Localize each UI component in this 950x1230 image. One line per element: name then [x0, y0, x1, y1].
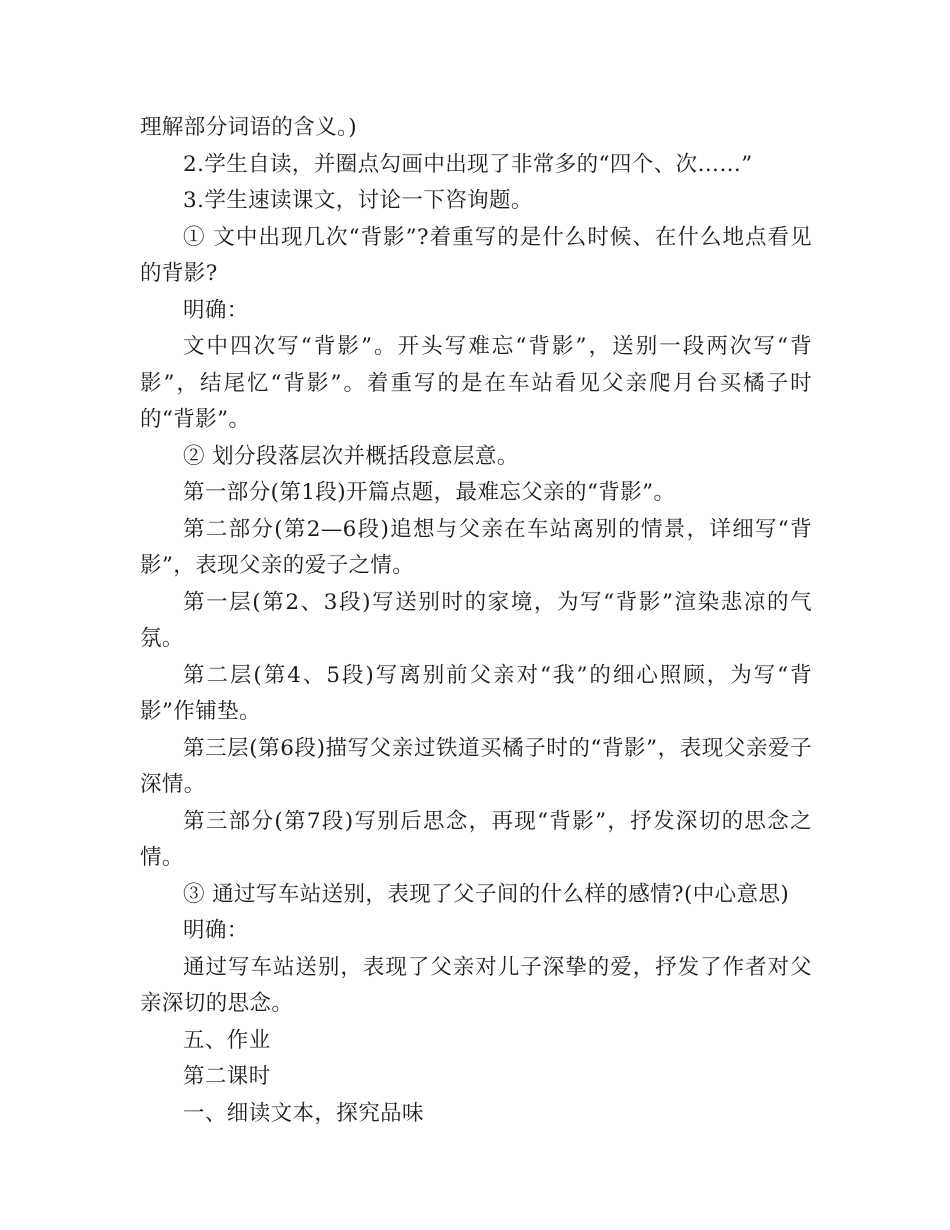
section-part-1: 第一部分(第1段)开篇点题，最难忘父亲的“背影”。 — [183, 480, 676, 505]
paragraph-2: 2.学生自读，并圈点勾画中出现了非常多的“四个、次……” — [183, 151, 753, 177]
question-1: ① 文中出现几次“背影”?着重写的是什么时候、在什么地点看见的背影? — [140, 224, 812, 286]
heading-homework: 五、作业 — [183, 1027, 271, 1053]
question-3: ③ 通过写车站送别，表现了父子间的什么样的感情?(中心意思) — [183, 881, 790, 907]
answer-3: 通过写车站送别，表现了父亲对儿子深挚的爱，抒发了作者对父亲深切的思念。 — [140, 954, 812, 1016]
section-part-3: 第三部分(第7段)写别后思念，再现“背影”，抒发深切的思念之情。 — [140, 808, 812, 870]
heading-close-reading: 一、细读文本，探究品味 — [183, 1100, 424, 1126]
section-part-2: 第二部分(第2—6段)追想与父亲在车站离别的情景，详细写“背影”，表现父亲的爱子之情。 — [140, 516, 812, 578]
answer-label-1: 明确： — [183, 297, 249, 323]
paragraph-1: 理解部分词语的含义。) — [140, 115, 358, 140]
paragraph-3: 3.学生速读课文，讨论一下咨询题。 — [183, 188, 533, 213]
question-2: ② 划分段落层次并概括段意层意。 — [183, 443, 519, 469]
heading-second-lesson: 第二课时 — [183, 1064, 271, 1089]
document-body — [140, 110, 812, 1132]
section-layer-3: 第三层(第6段)描写父亲过铁道买橘子时的“背影”，表现父亲爱子深情。 — [140, 735, 812, 797]
answer-1: 文中四次写“背影”。开头写难忘“背影”，送别一段两次写“背影”，结尾忆“背影”。着重写的是在车站看见父亲爬月台买橘子时的“背影”。 — [140, 334, 812, 432]
section-layer-2: 第二层(第4、5段)写离别前父亲对“我”的细心照顾，为写“背影”作铺垫。 — [140, 662, 812, 724]
answer-label-3: 明确： — [183, 918, 249, 943]
section-layer-1: 第一层(第2、3段)写送别时的家境，为写“背影”渲染悲凉的气氛。 — [140, 589, 812, 651]
